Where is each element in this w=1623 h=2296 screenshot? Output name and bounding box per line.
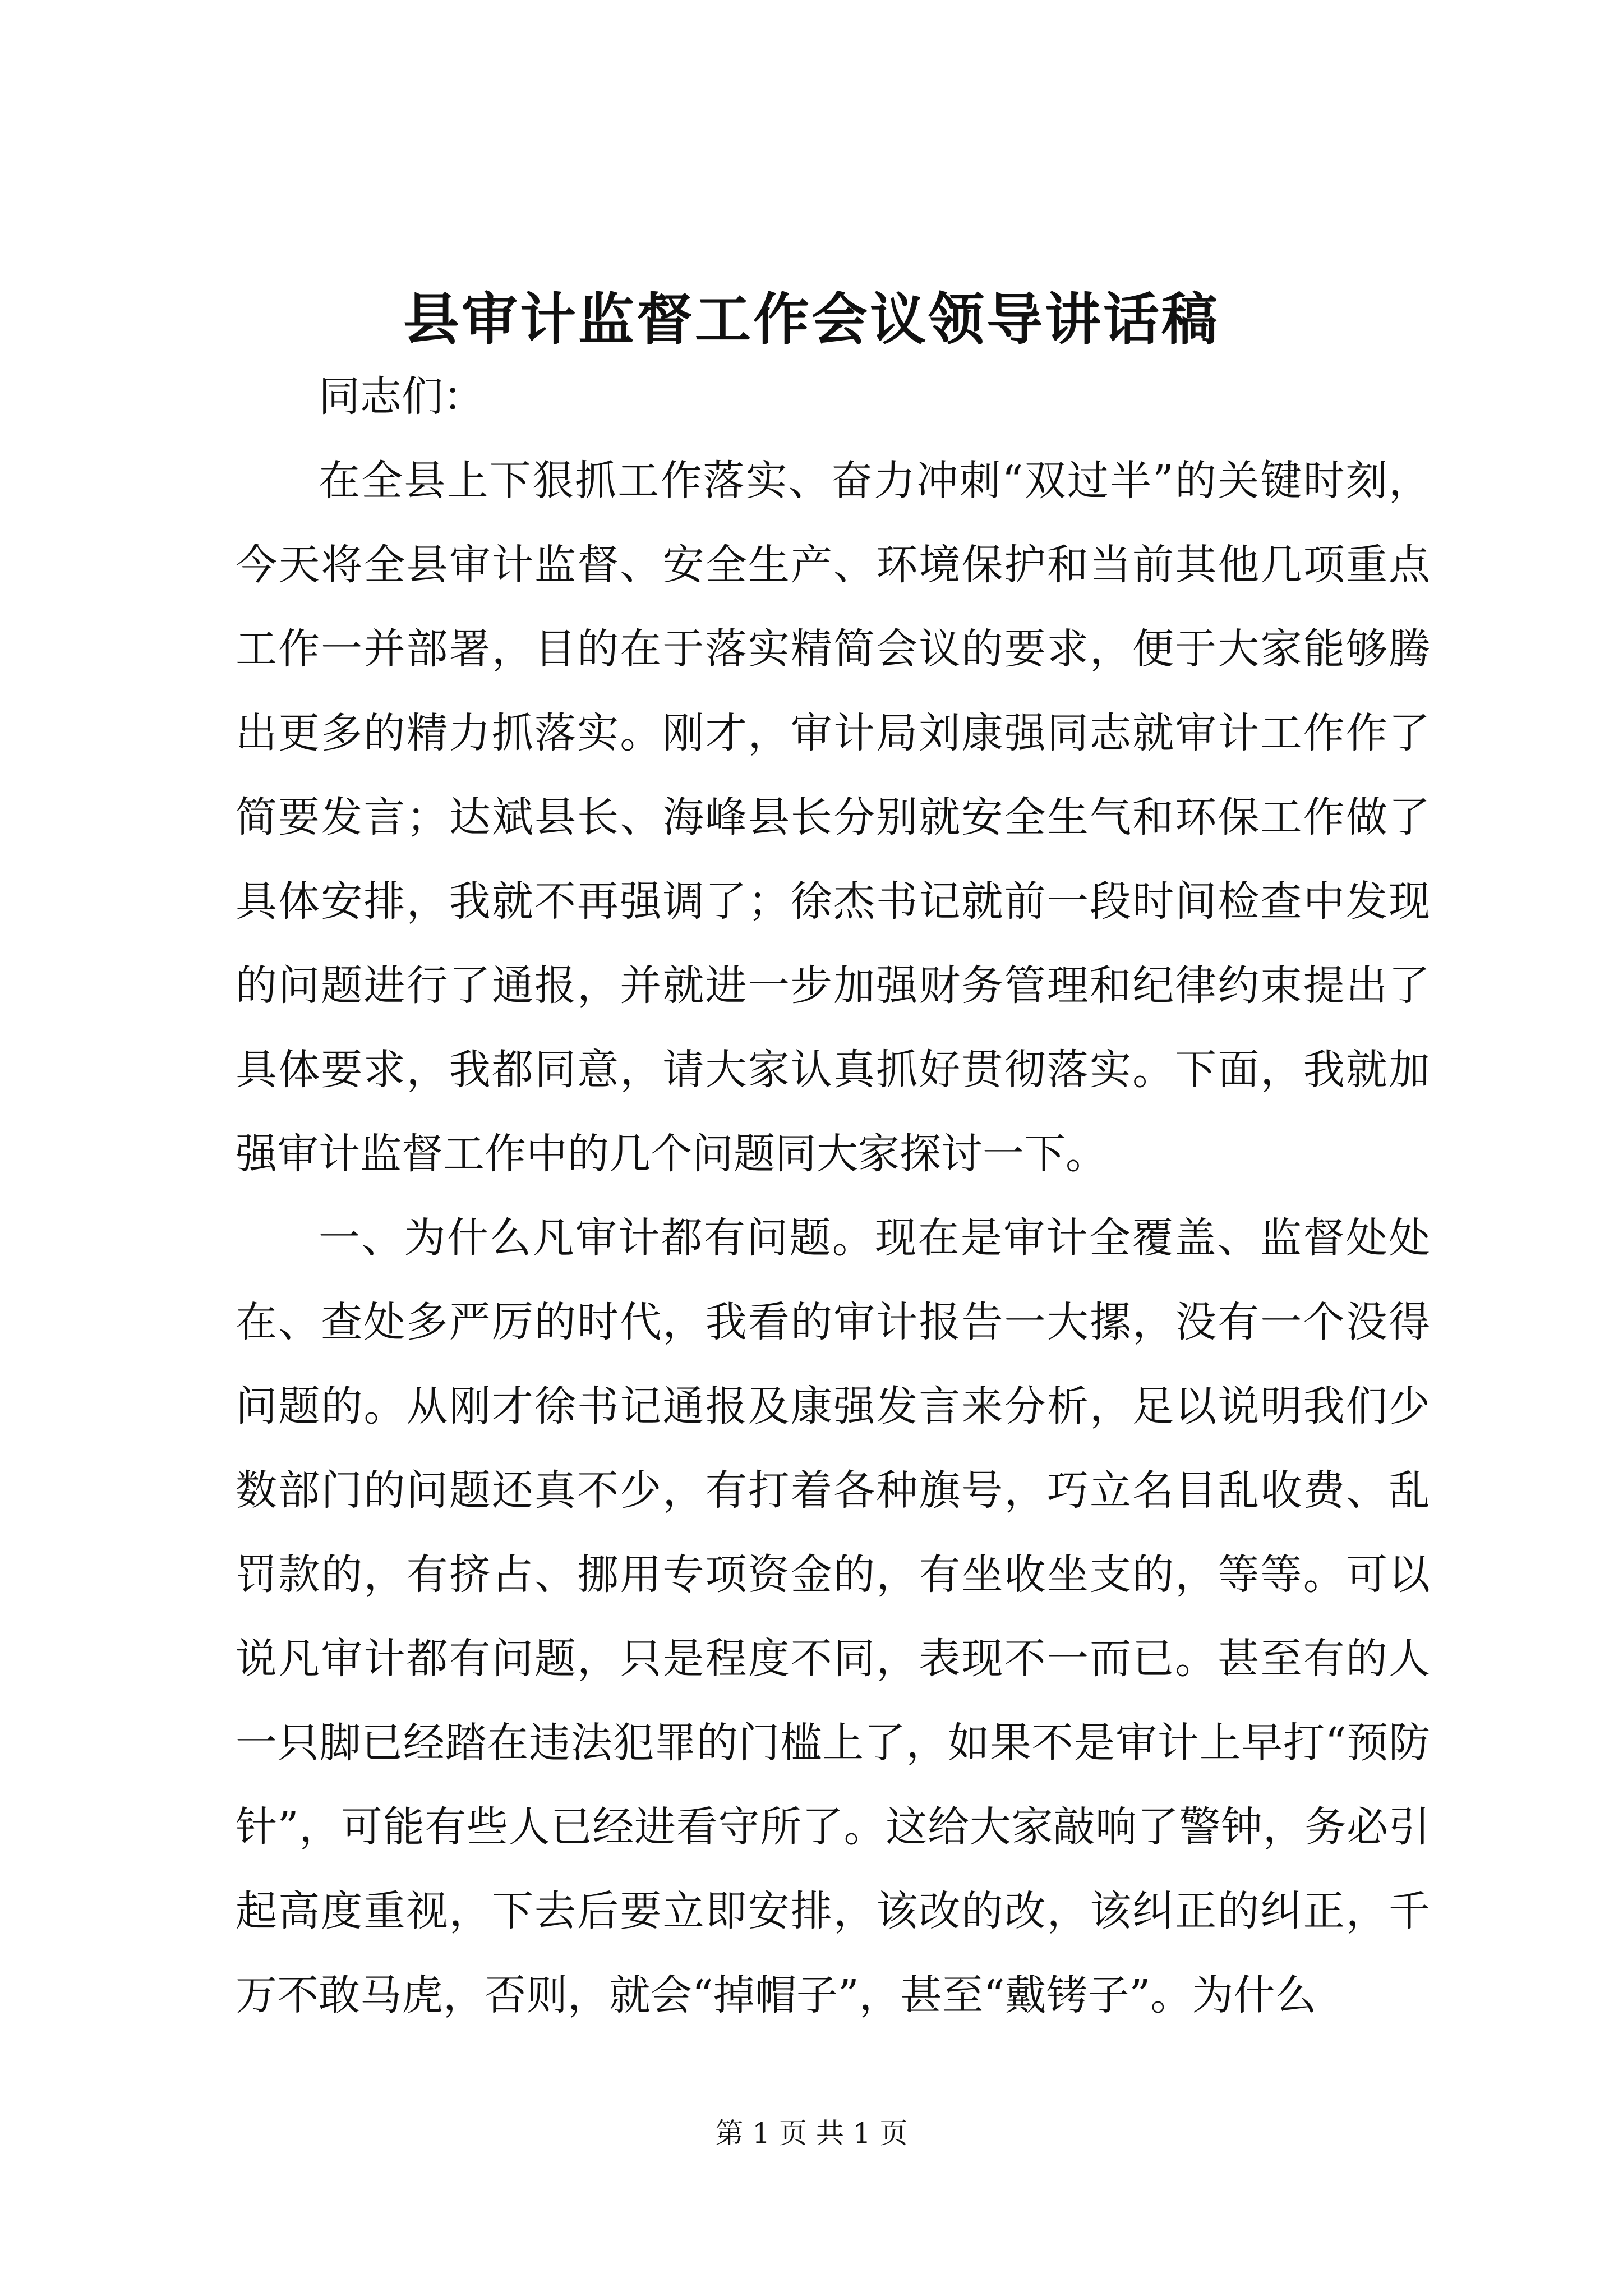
- paragraph-intro: 在全县上下狠抓工作落实、奋力冲刺“双过半”的关键时刻，今天将全县审计监督、安全生产、环境保护和当前其他几项重点工作一并部署，目的在于落实精简会议的要求，便于大家能够腾出更多的精力抓落实。刚才，审计局刘康强同志就审计工作作了简要发言；达斌县长、海峰县长分别就安全生气和环保工作做了具体安排，我就不再强调了；徐杰书记就前一段时间检查中发现的问题进行了通报，并就进一步加强财务管理和纪律约束提出了具体要求，我都同意，请大家认真抓好贯彻落实。下面，我就加强审计监督工作中的几个问题同大家探讨一下。: [236, 457, 1430, 1178]
- page-footer: 第 1 页 共 1 页: [715, 2117, 908, 2150]
- document-title: 县审计监督工作会议领导讲话稿: [403, 287, 1220, 352]
- document-body: [236, 355, 1430, 2037]
- salutation: 同志们：: [319, 372, 485, 421]
- paragraph-section-one: 一、为什么凡审计都有问题。现在是审计全覆盖、监督处处在、查处多严厉的时代，我看的审计报告一大摞，没有一个没得问题的。从刚才徐书记通报及康强发言来分析，足以说明我们少数部门的问题还真不少，有打着各种旗号，巧立名目乱收费、乱罚款的，有挤占、挪用专项资金的，有坐收坐支的，等等。可以说凡审计都有问题，只是程度不同，表现不一而已。甚至有的人一只脚已经踏在违法犯罪的门槛上了，如果不是审计上早打“预防针”，可能有些人已经进看守所了。这给大家敲响了警钟，务必引起高度重视，下去后要立即安排，该改的改，该纠正的纠正，千万不敢马虎，否则，就会“掉帽子”，甚至“戴铐子”。为什么: [236, 1214, 1430, 2019]
